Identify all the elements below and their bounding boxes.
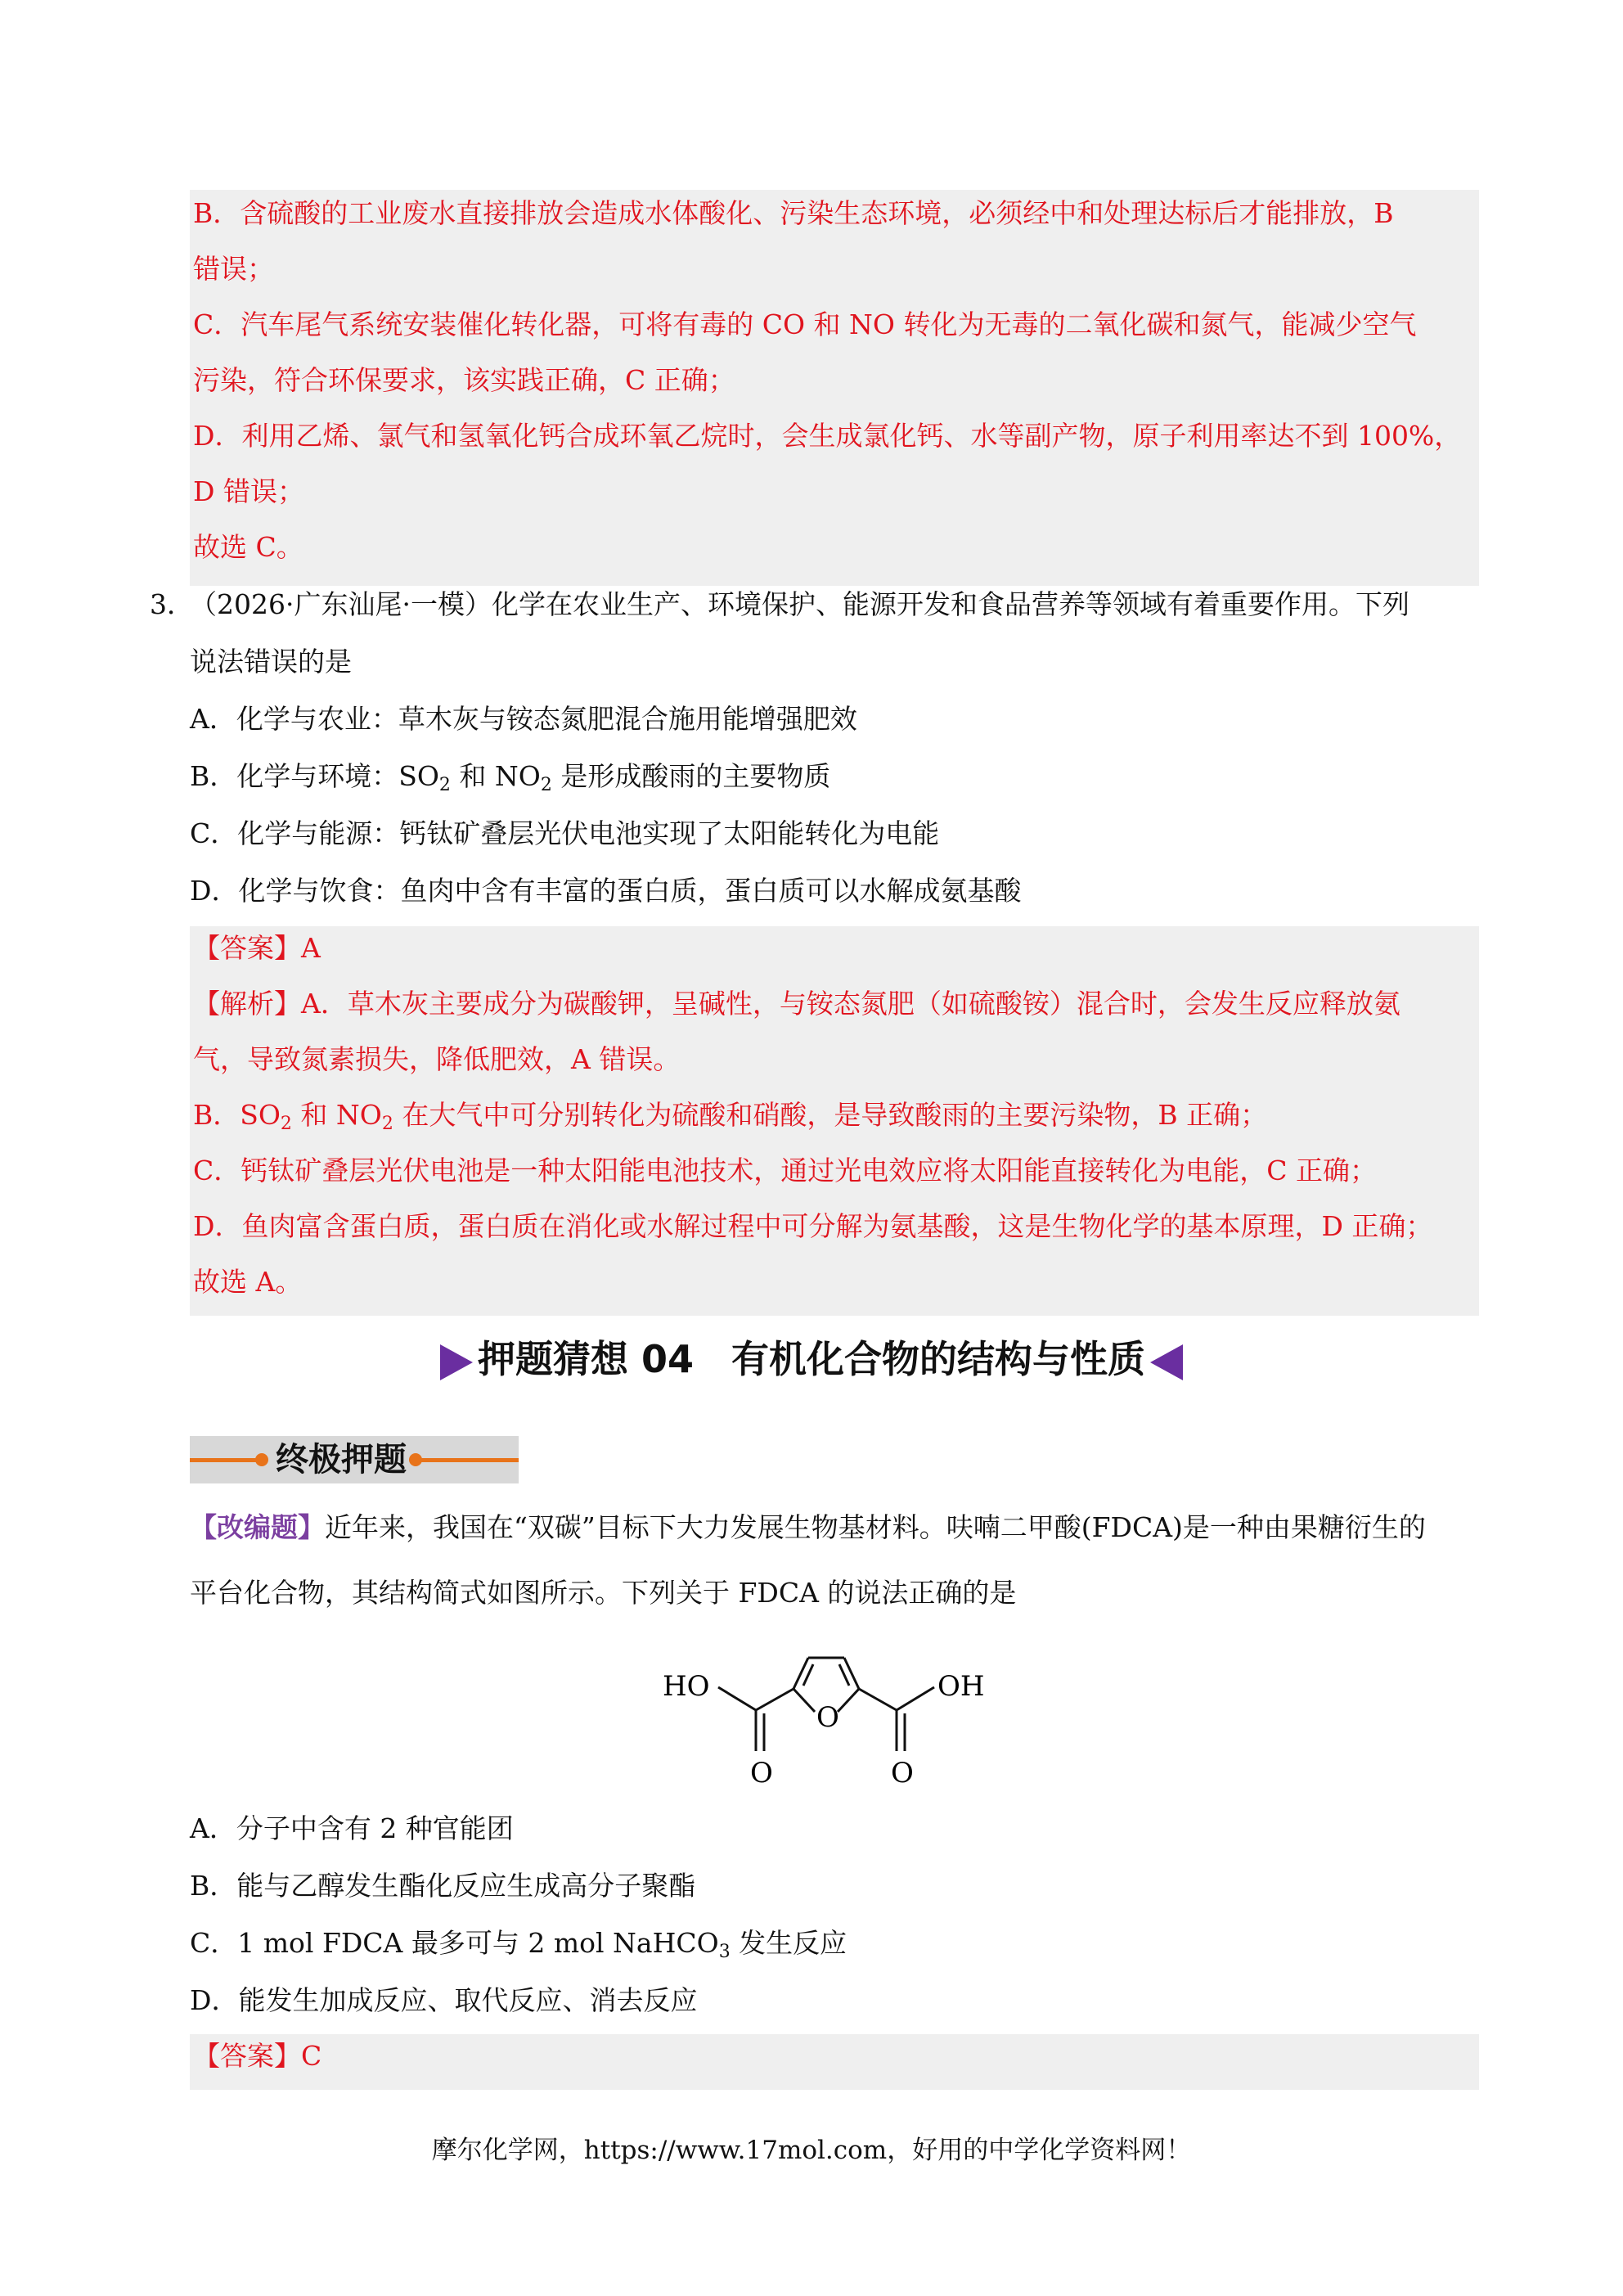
bond-c-ring-right [859, 1689, 897, 1710]
answer-value: A [301, 932, 321, 964]
question-3-analysis-d: D．鱼肉富含蛋白质，蛋白质在消化或水解过程中可分解为氨基酸，这是生物化学的基本原理，D 正确； [193, 1210, 1433, 1242]
banner-dot-left-icon [255, 1453, 268, 1466]
bond-ring-o-c5 [838, 1689, 859, 1712]
bond-ring-c2-o [794, 1689, 815, 1712]
triangle-left-icon [1150, 1344, 1183, 1380]
analysis-b-subscript-2: 2 [381, 1114, 393, 1134]
section-banner [190, 1436, 519, 1483]
option-b-subscript-2: 2 [540, 775, 552, 795]
question-3-option-c: C．化学与能源：钙钛矿叠层光伏电池实现了太阳能转化为电能 [190, 817, 940, 849]
question-3-stem-line1: （2026·广东汕尾·一模）化学在农业生产、环境保护、能源开发和食品营养等领域有着重要作用。下列 [190, 588, 1409, 620]
fdca-ring-oxygen: O [816, 1701, 839, 1734]
banner-line-right [420, 1458, 519, 1462]
prev-explanation-line-d2: D 错误； [193, 475, 304, 507]
triangle-right-icon [440, 1344, 473, 1380]
prev-explanation-line-c1: C．汽车尾气系统安装催化转化器，可将有毒的 CO 和 NO 转化为无毒的二氧化碳和氮气，能减少空气 [193, 308, 1417, 340]
question-3-analysis-c: C．钙钛矿叠层光伏电池是一种太阳能电池技术，通过光电效应将太阳能直接转化为电能，C 正确； [193, 1155, 1377, 1186]
question-3-option-a: A．化学与农业：草木灰与铵态氮肥混合施用能增强肥效 [190, 703, 857, 735]
page-footer: 摩尔化学网，https://www.17mol.com，好用的中学化学资料网！ [431, 2136, 1192, 2165]
question-3-analysis-end: 故选 A。 [193, 1266, 303, 1298]
analysis-b-subscript-1: 2 [280, 1114, 292, 1134]
question-3-option-d: D．化学与饮食：鱼肉中含有丰富的蛋白质，蛋白质可以水解成氨基酸 [190, 875, 1022, 907]
prev-explanation-line-d1: D．利用乙烯、氯气和氢氧化钙合成环氧乙烷时，会生成氯化钙、水等副产物，原子利用率达不到 100%， [193, 420, 1462, 452]
prev-explanation-line-b2: 错误； [193, 253, 274, 285]
bond-ho-c-left [718, 1687, 756, 1710]
question-4-answer-shade [190, 2034, 1479, 2090]
option-b-subscript-1: 2 [438, 775, 451, 795]
question-4-option-a: A．分子中含有 2 种官能团 [190, 1812, 514, 1844]
question-4-stem-line1 [190, 1509, 1426, 1546]
question-3-stem-line2: 说法错误的是 [190, 646, 352, 678]
question-3-answer [193, 930, 321, 967]
prev-explanation-line-b1: B．含硫酸的工业废水直接排放会造成水体酸化、污染生态环境，必须经中和处理达标后才能排放，B [193, 197, 1394, 229]
question-4-option-b: B．能与乙醇发生酯化反应生成高分子聚酯 [190, 1870, 696, 1902]
fdca-carbonyl-right: O [891, 1757, 914, 1790]
question-3-analysis-line1 [193, 985, 1400, 1023]
question-4-stem-line2: 平台化合物，其结构简式如图所示。下列关于 FDCA 的说法正确的是 [190, 1577, 1017, 1609]
analysis-b-post: 在大气中可分别转化为硫酸和硝酸，是导致酸雨的主要污染物，B 正确； [393, 1099, 1268, 1131]
answer-label: 【答案】 [193, 932, 301, 964]
option-b-text-pre: B．化学与环境：SO [190, 760, 439, 792]
answer-label: 【答案】 [193, 2040, 301, 2072]
banner-label: 终极押题 [276, 1441, 407, 1479]
question-4-answer [193, 2037, 321, 2075]
bond-ring-c3-c2 [794, 1658, 808, 1689]
fdca-carbonyl-left: O [750, 1757, 773, 1790]
option-c-text-pre: C．1 mol FDCA 最多可与 2 mol NaHCO [190, 1927, 719, 1959]
analysis-b-pre: B．SO [193, 1099, 281, 1131]
fdca-structure [654, 1653, 1014, 1800]
fdca-left-group: HO [663, 1670, 710, 1703]
question-4-stem-text: 近年来，我国在“双碳”目标下大力发展生物基材料。呋喃二甲酸(FDCA)是一种由果糖衍生的 [325, 1511, 1426, 1543]
bond-c-oh-right [897, 1687, 934, 1710]
adapted-question-tag: 【改编题】 [190, 1511, 325, 1543]
option-c-subscript: 3 [718, 1942, 731, 1962]
prev-explanation-line-end: 故选 C。 [193, 531, 303, 563]
question-3-analysis-line2: 气，导致氮素损失，降低肥效，A 错误。 [193, 1043, 681, 1075]
analysis-label: 【解析】 [193, 988, 301, 1020]
section-heading [0, 1330, 1623, 1388]
question-3-number: 3． [150, 588, 194, 620]
bond-c-ring-left [756, 1689, 794, 1710]
section-heading-text: 押题猜想 04 有机化合物的结构与性质 [477, 1337, 1146, 1381]
answer-value: C [301, 2040, 322, 2072]
analysis-b-mid: 和 NO [291, 1099, 382, 1131]
fdca-right-group: OH [937, 1670, 985, 1703]
banner-line-left [190, 1458, 257, 1462]
question-4-option-c [190, 1925, 847, 1962]
option-c-text-post: 发生反应 [730, 1927, 847, 1959]
option-b-text-mid: 和 NO [450, 760, 541, 792]
prev-explanation-line-c2: 污染，符合环保要求，该实践正确，C 正确； [193, 364, 735, 396]
question-4-option-d: D．能发生加成反应、取代反应、消去反应 [190, 1984, 698, 2016]
question-3-option-b [190, 758, 830, 795]
question-3-analysis-b [193, 1096, 1267, 1134]
option-b-text-post: 是形成酸雨的主要物质 [551, 760, 831, 792]
analysis-text-a: A．草木灰主要成分为碳酸钾，呈碱性，与铵态氮肥（如硫酸铵）混合时，会发生反应释放氨 [301, 988, 1400, 1020]
bond-ring-c5-c4 [844, 1658, 859, 1689]
